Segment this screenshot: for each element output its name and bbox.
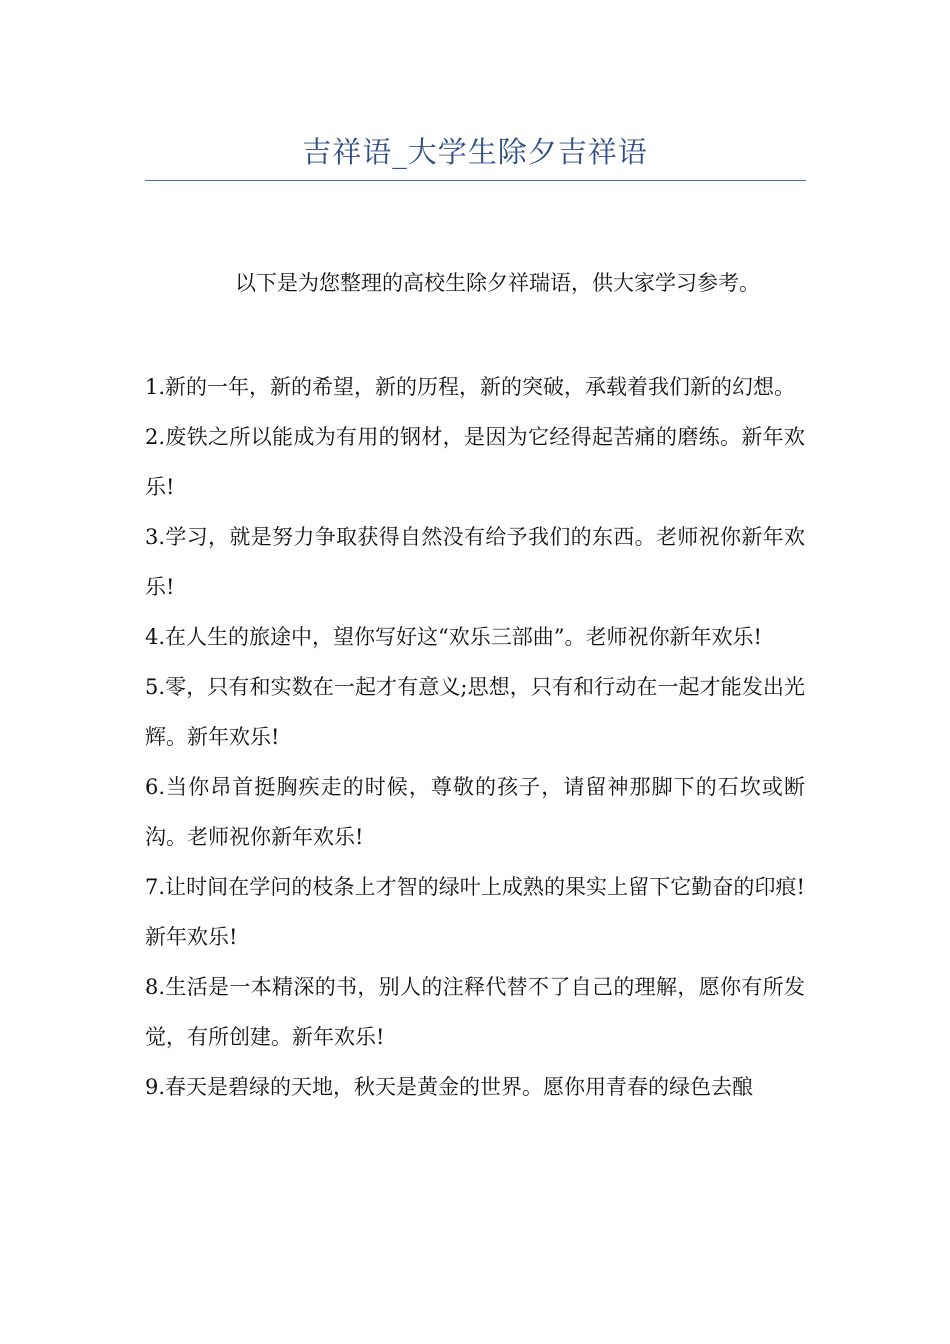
greeting-list — [145, 362, 805, 1112]
list-item: 7.让时间在学问的枝条上才智的绿叶上成熟的果实上留下它勤奋的印痕!新年欢乐! — [145, 875, 805, 949]
title-underline — [145, 180, 806, 181]
list-item: 1.新的一年，新的希望，新的历程，新的突破，承载着我们新的幻想。 — [145, 375, 796, 399]
list-item: 3.学习，就是努力争取获得自然没有给予我们的东西。老师祝你新年欢乐! — [145, 525, 805, 599]
list-item: 9.春天是碧绿的天地，秋天是黄金的世界。愿你用青春的绿色去酿 — [145, 1075, 754, 1099]
list-item: 4.在人生的旅途中，望你写好这“欢乐三部曲”。老师祝你新年欢乐! — [145, 625, 762, 649]
list-item: 5.零，只有和实数在一起才有意义;思想，只有和行动在一起才能发出光辉。新年欢乐! — [145, 675, 805, 749]
list-item: 8.生活是一本精深的书，别人的注释代替不了自己的理解，愿你有所发觉，有所创建。新年欢乐! — [145, 975, 805, 1049]
list-item: 2.废铁之所以能成为有用的钢材，是因为它经得起苦痛的磨练。新年欢乐! — [145, 425, 805, 499]
document-title: 吉祥语_大学生除夕吉祥语 — [302, 135, 648, 169]
list-item: 6.当你昂首挺胸疾走的时候，尊敬的孩子，请留神那脚下的石坎或断沟。老师祝你新年欢乐! — [145, 775, 805, 849]
intro-paragraph: 以下是为您整理的高校生除夕祥瑞语，供大家学习参考。 — [235, 271, 760, 295]
